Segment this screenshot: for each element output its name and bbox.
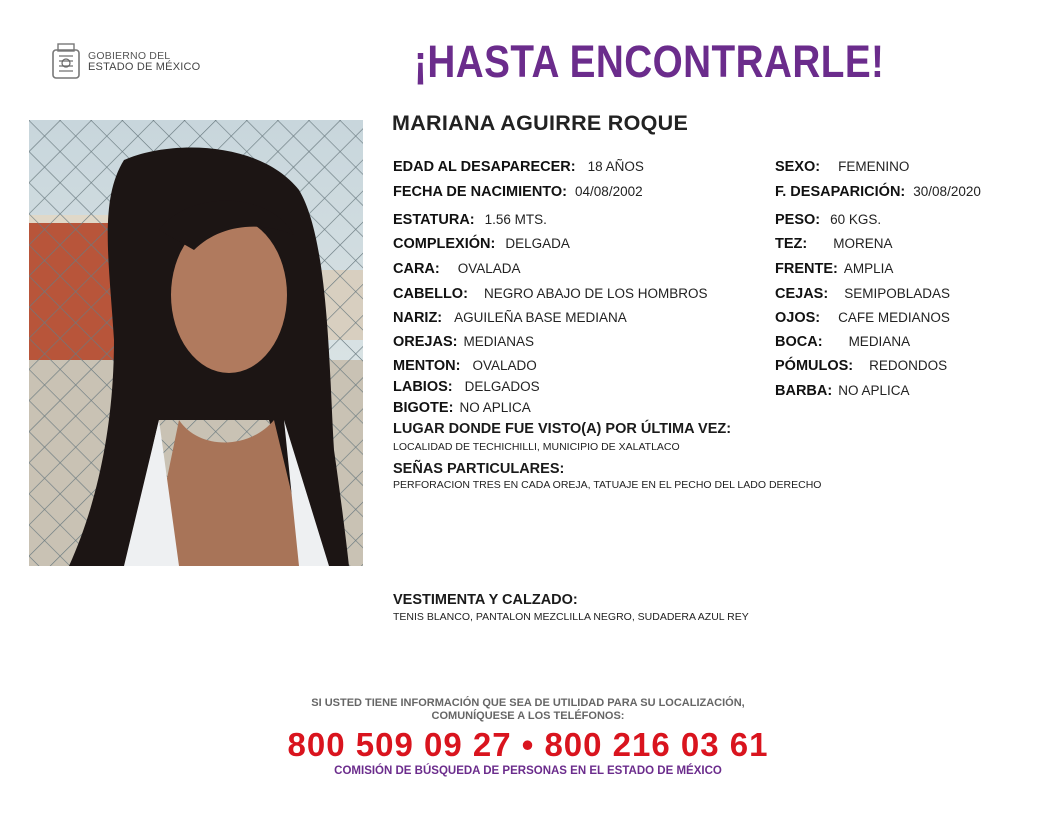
field-cara: [393, 260, 521, 278]
field-label: CARA:: [393, 261, 440, 277]
state-seal-icon: [50, 42, 82, 82]
field-label: LABIOS:: [393, 379, 453, 395]
field-value: NO APLICA: [459, 400, 531, 415]
logo-line-2: ESTADO DE MÉXICO: [88, 61, 201, 73]
field-bigote: [393, 399, 531, 417]
field-label: CABELLO:: [393, 286, 468, 302]
field-label: TEZ:: [775, 236, 808, 252]
missing-person-photo: [29, 120, 363, 566]
marks-label: SEÑAS PARTICULARES:: [393, 461, 565, 477]
field-pomulos: [775, 357, 947, 375]
field-value: CAFE MEDIANOS: [838, 310, 950, 325]
last-seen-label: LUGAR DONDE FUE VISTO(A) POR ÚLTIMA VEZ:: [393, 421, 732, 437]
marks-value: PERFORACION TRES EN CADA OREJA, TATUAJE EN EL PECHO DEL LADO DERECHO: [393, 479, 822, 491]
field-edad: [393, 158, 644, 176]
field-value: AMPLIA: [843, 261, 894, 276]
field-label: SEXO:: [775, 159, 821, 175]
field-frente: [775, 260, 893, 278]
field-label: BARBA:: [775, 383, 833, 399]
field-value: 30/08/2020: [913, 184, 981, 199]
field-label: F. DESAPARICIÓN:: [775, 184, 906, 200]
field-value: AGUILEÑA BASE MEDIANA: [454, 310, 627, 325]
field-label: FECHA DE NACIMIENTO:: [393, 184, 567, 200]
field-label: BOCA:: [775, 334, 823, 350]
field-nariz: [393, 309, 627, 327]
field-value: DELGADA: [505, 236, 570, 251]
field-label: MENTON:: [393, 358, 461, 374]
field-value: 04/08/2002: [575, 184, 643, 199]
field-label: PESO:: [775, 212, 821, 228]
field-value: MEDIANAS: [463, 334, 535, 349]
phone-numbers: 800 509 09 27 • 800 216 03 61: [287, 726, 769, 763]
field-complexion: [393, 235, 570, 253]
field-label: OJOS:: [775, 310, 821, 326]
field-value: SEMIPOBLADAS: [844, 286, 951, 301]
field-value: OVALADO: [472, 358, 537, 373]
field-peso: [775, 211, 881, 229]
field-value: MORENA: [833, 236, 893, 251]
field-label: PÓMULOS:: [775, 358, 854, 374]
field-value: 1.56 MTS.: [484, 212, 547, 227]
headline: ¡HASTA ENCONTRARLE!: [414, 36, 885, 87]
field-value: MEDIANA: [848, 334, 911, 349]
field-label: FRENTE:: [775, 261, 838, 277]
field-value: NO APLICA: [838, 383, 910, 398]
field-value: OVALADA: [457, 261, 521, 276]
field-f-desaparicion: [775, 183, 981, 201]
field-label: EDAD AL DESAPARECER:: [393, 159, 576, 175]
contact-note-line-2: COMUNÍQUESE A LOS TELÉFONOS:: [431, 710, 625, 722]
field-value: FEMENINO: [838, 159, 910, 174]
field-barba: [775, 382, 910, 400]
field-cejas: [775, 285, 950, 303]
field-value: 18 AÑOS: [587, 159, 644, 174]
logo-line-1: GOBIERNO DEL: [88, 50, 171, 62]
field-label: OREJAS:: [393, 334, 458, 350]
field-value: 60 KGS.: [830, 212, 882, 227]
clothing-label: VESTIMENTA Y CALZADO:: [393, 592, 578, 608]
commission-name: COMISIÓN DE BÚSQUEDA DE PERSONAS EN EL ESTADO DE MÉXICO: [334, 765, 722, 777]
field-ojos: [775, 309, 950, 327]
field-label: CEJAS:: [775, 286, 829, 302]
field-value: DELGADOS: [464, 379, 540, 394]
field-label: NARIZ:: [393, 310, 443, 326]
person-name: MARIANA AGUIRRE ROQUE: [392, 111, 689, 135]
field-boca: [775, 333, 910, 351]
last-seen-value: LOCALIDAD DE TECHICHILLI, MUNICIPIO DE XALATLACO: [393, 441, 680, 453]
field-orejas: [393, 333, 534, 351]
field-label: COMPLEXIÓN:: [393, 236, 496, 252]
field-labios: [393, 378, 540, 396]
field-sexo: [775, 158, 909, 176]
contact-note-line-1: SI USTED TIENE INFORMACIÓN QUE SEA DE UTILIDAD PARA SU LOCALIZACIÓN,: [311, 697, 745, 709]
government-logo: [50, 42, 200, 82]
field-tez: [775, 235, 893, 253]
field-value: REDONDOS: [869, 358, 948, 373]
field-value: NEGRO ABAJO DE LOS HOMBROS: [483, 286, 708, 301]
field-menton: [393, 357, 537, 375]
field-cabello: [393, 285, 708, 303]
field-label: BIGOTE:: [393, 400, 454, 416]
field-estatura: [393, 211, 547, 229]
field-label: ESTATURA:: [393, 212, 475, 228]
clothing-value: TENIS BLANCO, PANTALON MEZCLILLA NEGRO, SUDADERA AZUL REY: [393, 611, 749, 623]
field-fecha-nacimiento: [393, 183, 643, 201]
